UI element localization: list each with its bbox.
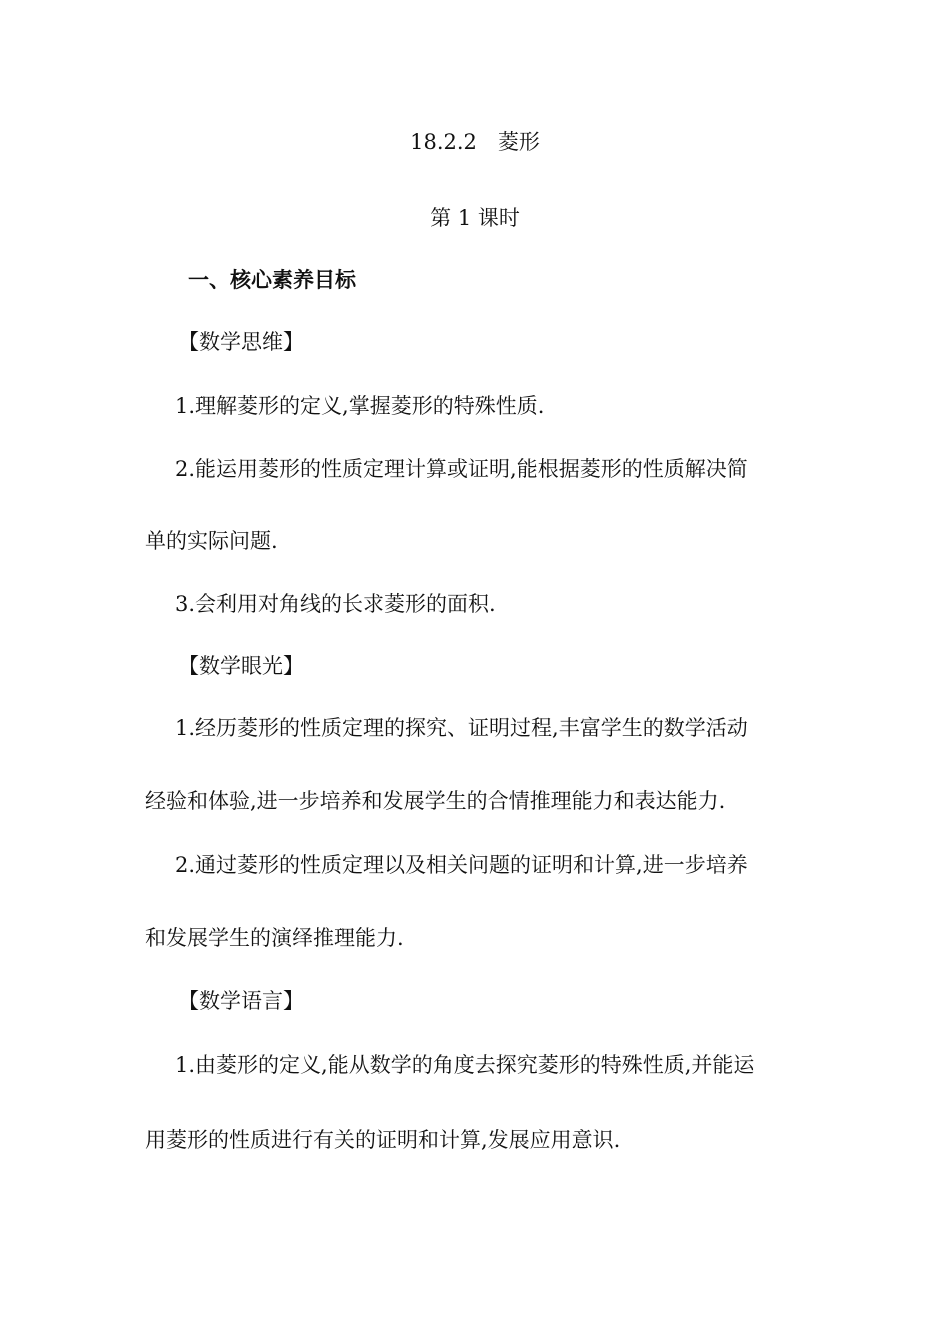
group-label-language: 【数学语言】 <box>178 989 304 1013</box>
document-title: 18.2.2 菱形 <box>410 130 540 154</box>
objective-item-continuation: 用菱形的性质进行有关的证明和计算,发展应用意识. <box>145 1128 621 1152</box>
group-label-thinking: 【数学思维】 <box>178 330 304 354</box>
section-heading: 一、核心素养目标 <box>188 268 356 292</box>
objective-item: 2.通过菱形的性质定理以及相关问题的证明和计算,进一步培养 <box>175 853 748 877</box>
objective-item-continuation: 经验和体验,进一步培养和发展学生的合情推理能力和表达能力. <box>145 789 726 813</box>
objective-item-continuation: 和发展学生的演绎推理能力. <box>145 926 404 950</box>
group-label-vision: 【数学眼光】 <box>178 654 304 678</box>
objective-item-continuation: 单的实际问题. <box>145 529 278 553</box>
objective-item: 2.能运用菱形的性质定理计算或证明,能根据菱形的性质解决简 <box>175 457 748 481</box>
objective-item: 1.经历菱形的性质定理的探究、证明过程,丰富学生的数学活动 <box>175 716 748 740</box>
objective-item: 1.由菱形的定义,能从数学的角度去探究菱形的特殊性质,并能运 <box>175 1053 755 1077</box>
lesson-subtitle: 第 1 课时 <box>430 206 520 230</box>
objective-item: 1.理解菱形的定义,掌握菱形的特殊性质. <box>175 394 545 418</box>
objective-item: 3.会利用对角线的长求菱形的面积. <box>175 592 496 616</box>
